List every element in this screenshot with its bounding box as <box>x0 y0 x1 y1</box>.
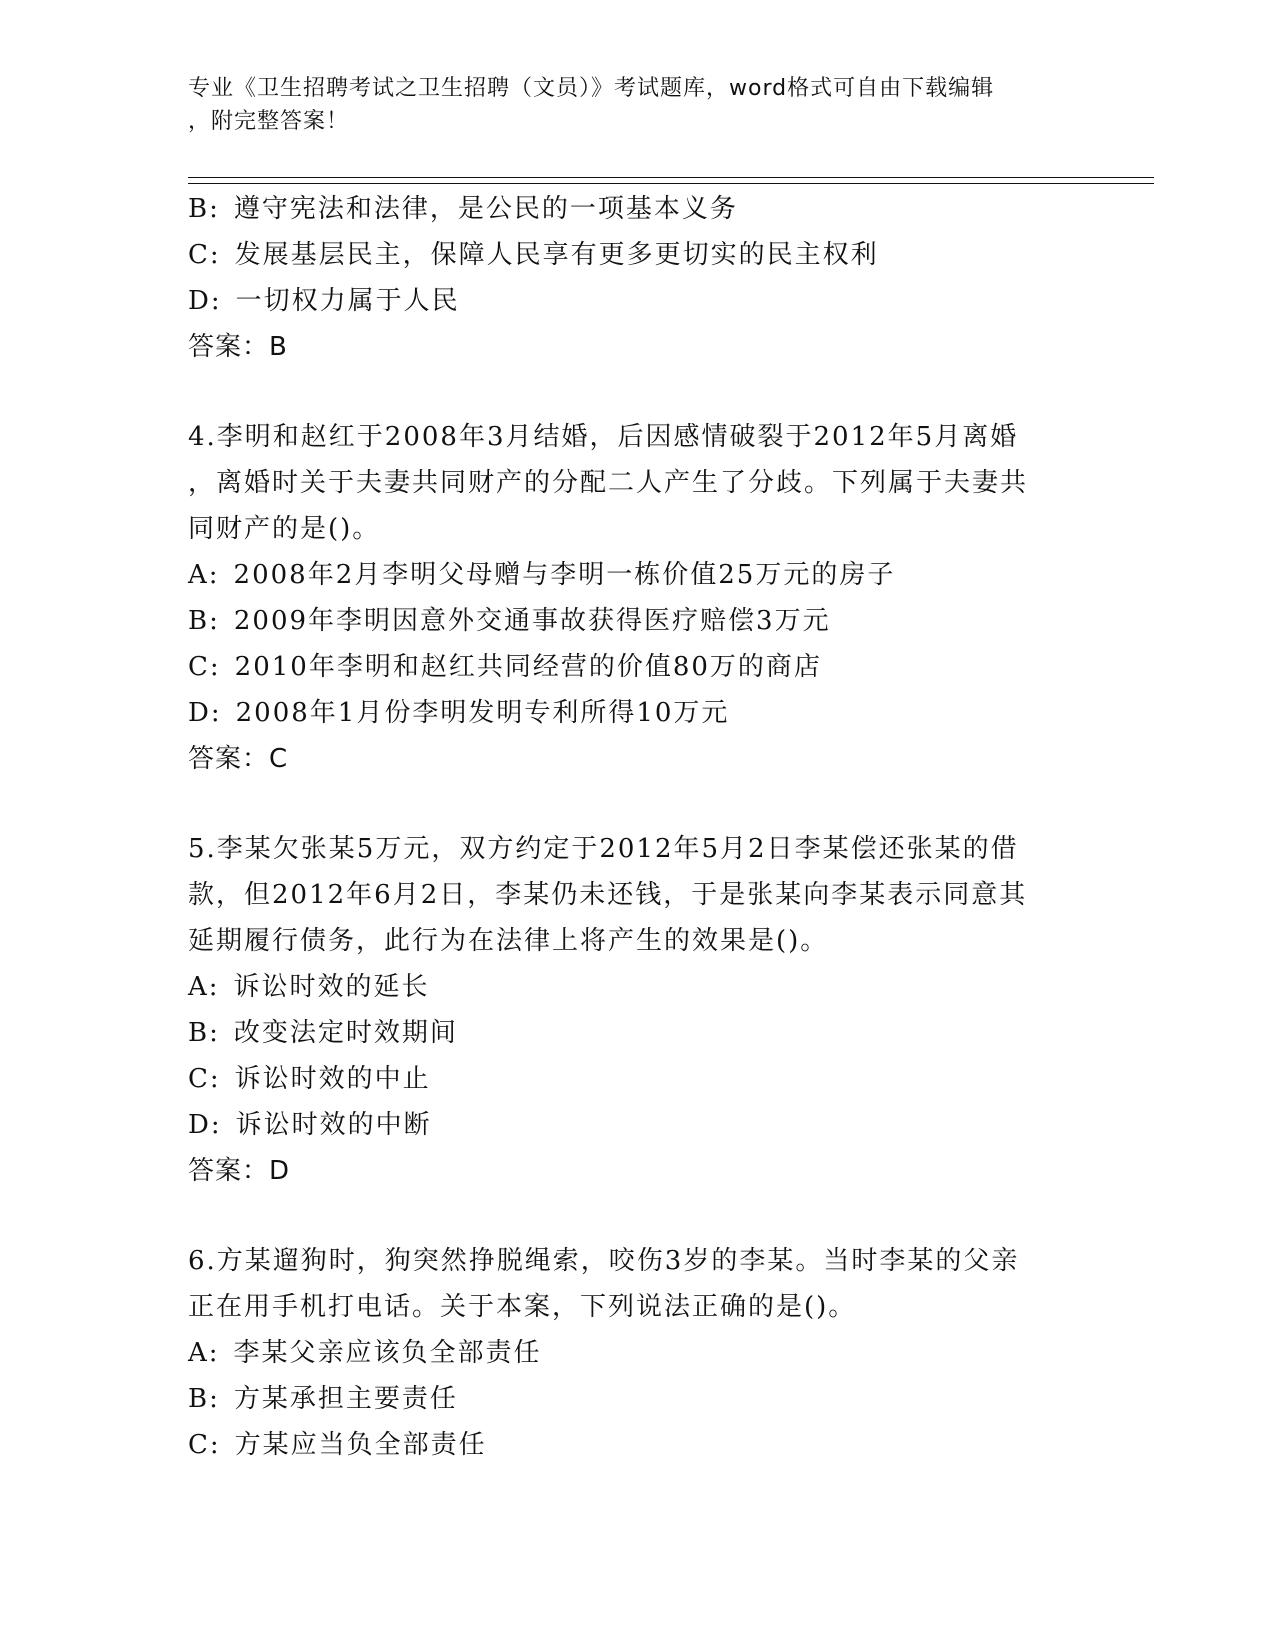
option-a <box>188 1330 1088 1376</box>
option-label: C: <box>188 652 221 682</box>
option-label: B: <box>188 1384 220 1414</box>
option-label: B: <box>188 1018 220 1048</box>
question-text-line: 延期履行债务，此行为在法律上将产生的效果是()。 <box>188 926 829 956</box>
header-line-1: 专业《卫生招聘考试之卫生招聘（文员）》考试题库，word格式可自由下载编辑 <box>188 76 995 101</box>
option-b <box>188 186 1088 232</box>
option-b <box>188 598 1088 644</box>
option-b <box>188 1010 1088 1056</box>
option-text: 诉讼时效的延长 <box>233 972 430 1002</box>
option-a <box>188 964 1088 1010</box>
option-text: 2009年李明因意外交通事故获得医疗赔偿3万元 <box>233 606 831 636</box>
header-line-2: ，附完整答案！ <box>188 109 350 134</box>
question-6 <box>188 1238 1088 1468</box>
option-text: 2010年李明和赵红共同经营的价值80万的商店 <box>234 652 822 682</box>
question-text-line: 6.方某遛狗时，狗突然挣脱绳索，咬伤3岁的李某。当时李某的父亲 <box>188 1246 1020 1276</box>
question-text-line: 4.李明和赵红于2008年3月结婚，后因感情破裂于2012年5月离婚 <box>188 422 1019 452</box>
option-d <box>188 690 1088 736</box>
question-3-tail <box>188 186 1088 370</box>
header-divider-top <box>188 177 1154 178</box>
option-text: 诉讼时效的中止 <box>234 1064 431 1094</box>
answer-line: 答案：C <box>188 744 289 774</box>
option-c <box>188 1422 1088 1468</box>
option-label: C: <box>188 240 221 270</box>
option-text: 一切权力属于人民 <box>235 286 460 316</box>
option-text: 方某承担主要责任 <box>233 1384 458 1414</box>
answer-line: 答案：B <box>188 332 288 362</box>
option-text: 2008年2月李明父母赠与李明一栋价值25万元的房子 <box>233 560 896 590</box>
option-label: D: <box>188 286 222 316</box>
option-d <box>188 278 1088 324</box>
option-text: 诉讼时效的中断 <box>235 1110 432 1140</box>
option-a <box>188 552 1088 598</box>
option-label: B: <box>188 194 220 224</box>
option-text: 方某应当负全部责任 <box>234 1430 487 1460</box>
option-text: 2008年1月份李明发明专利所得10万元 <box>235 698 730 728</box>
option-label: D: <box>188 1110 222 1140</box>
option-c <box>188 232 1088 278</box>
question-content <box>188 186 1088 1468</box>
option-label: C: <box>188 1430 221 1460</box>
question-text-line: 5.李某欠张某5万元，双方约定于2012年5月2日李某偿还张某的借 <box>188 834 1019 864</box>
option-text: 发展基层民主，保障人民享有更多更切实的民主权利 <box>234 240 879 270</box>
answer-line: 答案：D <box>188 1156 291 1186</box>
document-header <box>188 72 1068 138</box>
option-text: 改变法定时效期间 <box>233 1018 458 1048</box>
header-divider-bottom <box>188 183 1154 184</box>
question-text-line: 款，但2012年6月2日，李某仍未还钱，于是张某向李某表示同意其 <box>188 880 1028 910</box>
option-label: C: <box>188 1064 221 1094</box>
option-b <box>188 1376 1088 1422</box>
option-label: A: <box>188 560 220 590</box>
option-label: D: <box>188 698 222 728</box>
option-text: 李某父亲应该负全部责任 <box>233 1338 542 1368</box>
option-c <box>188 1056 1088 1102</box>
question-4 <box>188 414 1088 782</box>
question-text-line: 同财产的是()。 <box>188 514 381 544</box>
option-label: A: <box>188 1338 220 1368</box>
option-c <box>188 644 1088 690</box>
question-text-line: ，离婚时关于夫妻共同财产的分配二人产生了分歧。下列属于夫妻共 <box>188 468 1029 498</box>
question-5 <box>188 826 1088 1194</box>
option-label: B: <box>188 606 220 636</box>
option-text: 遵守宪法和法律，是公民的一项基本义务 <box>233 194 738 224</box>
option-d <box>188 1102 1088 1148</box>
question-text-line: 正在用手机打电话。关于本案，下列说法正确的是()。 <box>188 1292 857 1322</box>
option-label: A: <box>188 972 220 1002</box>
